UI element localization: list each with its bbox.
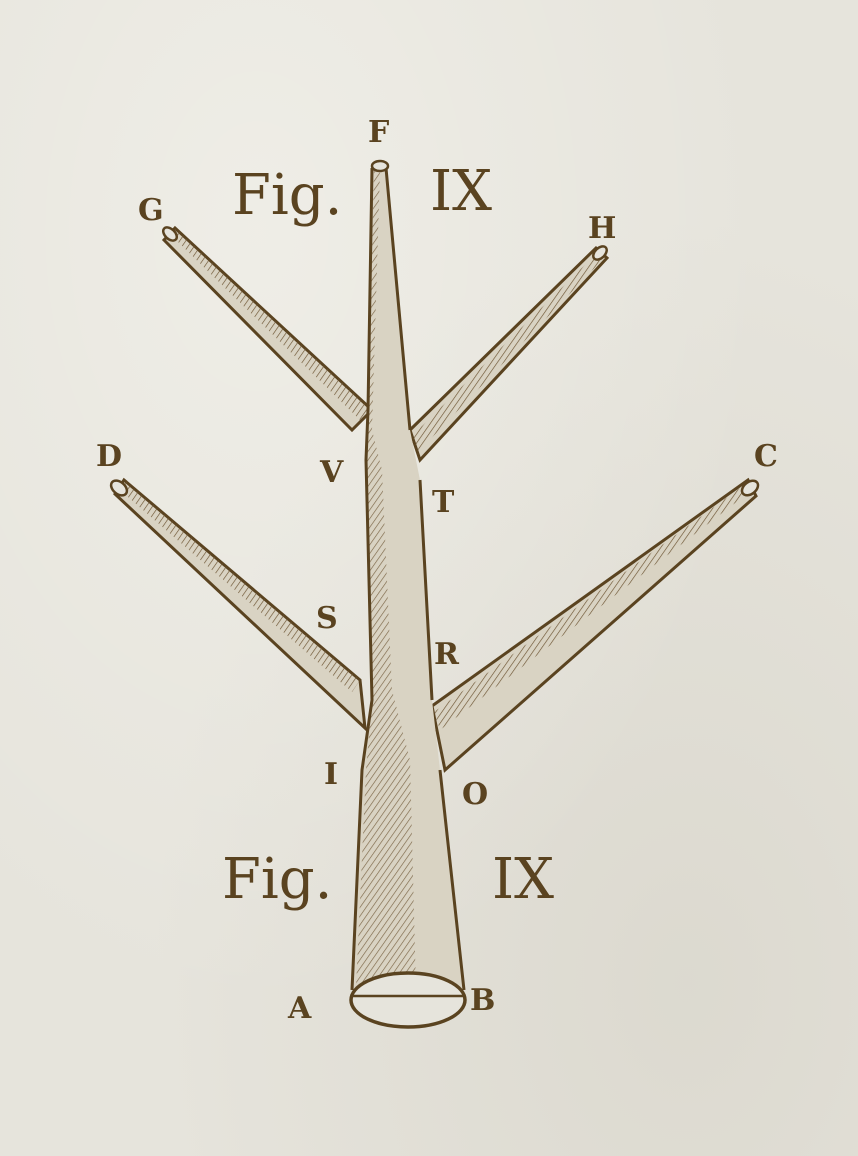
label-c: C xyxy=(754,439,778,474)
label-d: D xyxy=(96,439,123,474)
trunk-top-tip xyxy=(372,161,388,171)
branch-c-shading xyxy=(434,482,752,730)
branch-d-shading xyxy=(120,480,360,692)
fig-title-bottom-left: Fig. xyxy=(222,847,333,912)
fig-title-bottom-right: IX xyxy=(492,847,554,912)
label-b: B xyxy=(470,983,496,1018)
fig-title-top-right: IX xyxy=(430,159,492,224)
label-g: G xyxy=(138,193,164,228)
label-h: H xyxy=(588,211,617,246)
label-v: V xyxy=(320,455,344,490)
label-o: O xyxy=(462,777,489,812)
label-t: T xyxy=(432,485,455,520)
label-a: A xyxy=(288,991,312,1026)
trunk-base xyxy=(351,973,465,1027)
fig-title-top-left: Fig. xyxy=(232,163,343,228)
label-r: R xyxy=(434,637,459,672)
label-s: S xyxy=(316,601,338,636)
label-i: I xyxy=(324,757,339,792)
branch-g-shading xyxy=(172,228,372,420)
label-f: F xyxy=(368,115,390,150)
branch-h-shading xyxy=(412,252,604,452)
